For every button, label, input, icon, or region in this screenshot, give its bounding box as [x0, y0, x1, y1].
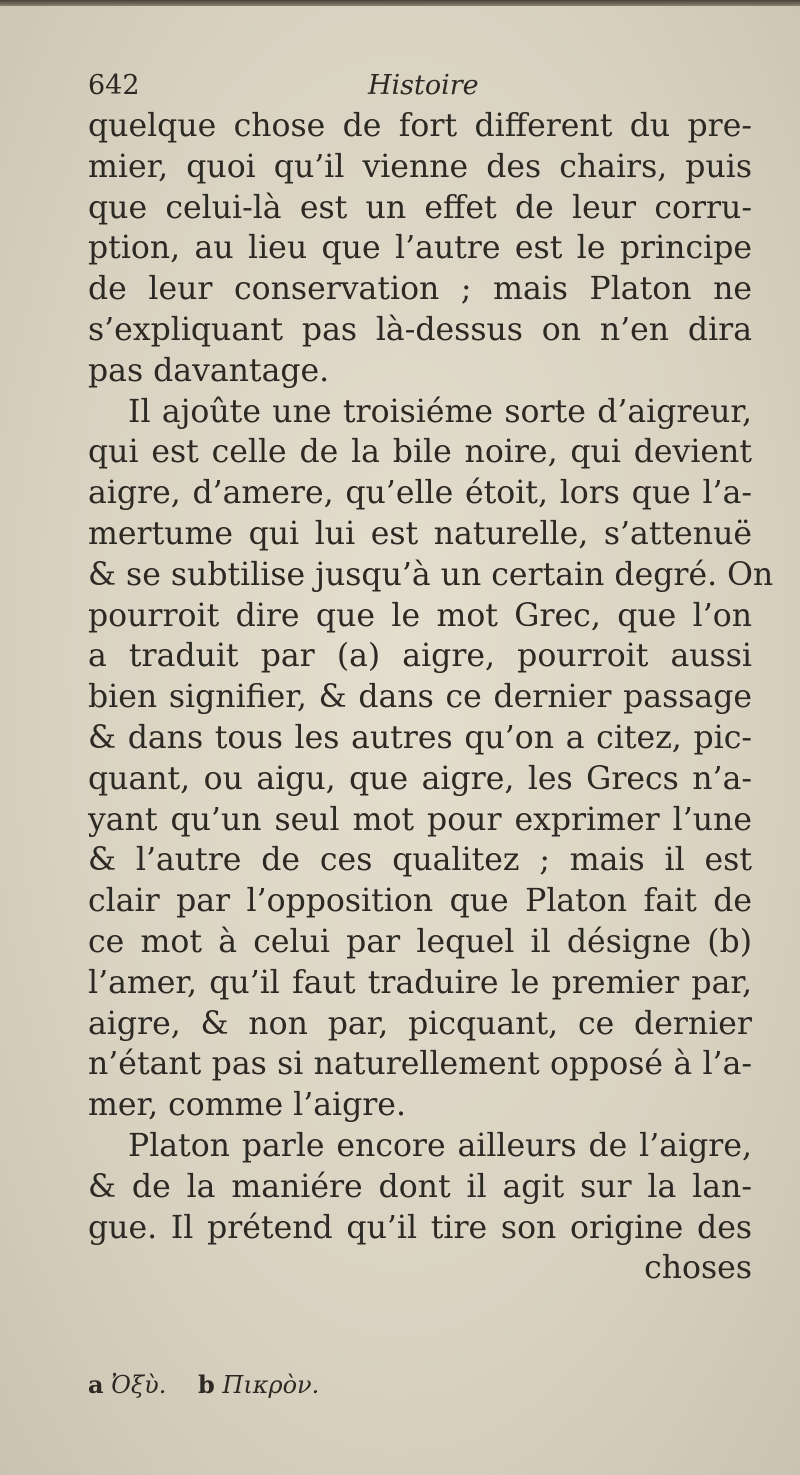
text-line: qui est celle de la bile noire, qui devient [88, 434, 752, 471]
text-line: l’amer, qu’il faut traduire le premier par, [88, 964, 752, 1001]
page-header [88, 70, 748, 110]
footnote-mark: a [88, 1370, 104, 1399]
running-head: Histoire [368, 70, 479, 101]
text-line: & de la maniére dont il agit sur la lan- [88, 1168, 752, 1205]
text-line: aigre, d’amere, qu’elle étoit, lors que l’a- [88, 475, 752, 512]
text-line: bien signifier, & dans ce dernier passage [88, 679, 752, 716]
text-line: yant qu’un seul mot pour exprimer l’une [88, 801, 752, 838]
footnote-text: Ὀξὺ. [111, 1371, 167, 1399]
footnote-a [88, 1371, 174, 1399]
text-line: & se subtilise jusqu’à un certain degré. On [88, 556, 774, 593]
text-line: a traduit par (a) aigre, pourroit aussi [88, 638, 752, 675]
text-line: pas davantage. [88, 352, 330, 389]
text-line: de leur conservation ; mais Platon ne [88, 271, 752, 308]
text-line: pourroit dire que le mot Grec, que l’on [88, 597, 752, 634]
text-line: & l’autre de ces qualitez ; mais il est [88, 842, 752, 879]
footnotes [88, 1370, 488, 1410]
footnote-mark: b [197, 1370, 215, 1399]
page-edge [0, 0, 800, 6]
catchword: choses [644, 1250, 752, 1287]
text-line: Il ajoûte une troisiéme sorte d’aigreur, [128, 393, 752, 430]
text-line: mertume qui lui est naturelle, s’attenuë [88, 515, 752, 552]
footnote-b [198, 1371, 319, 1399]
text-line: mer, comme l’aigre. [88, 1087, 406, 1124]
text-line: ce mot à celui par lequel il désigne (b) [88, 923, 752, 960]
text-line: gue. Il prétend qu’il tire son origine des [88, 1209, 752, 1246]
text-line: s’expliquant pas là-dessus on n’en dira [88, 311, 752, 348]
text-line: quelque chose de fort different du pre- [88, 108, 752, 144]
text-line: Platon parle encore ailleurs de l’aigre, [128, 1127, 752, 1164]
text-line: mier, quoi qu’il vienne des chairs, puis [88, 148, 752, 185]
text-line: n’étant pas si naturellement opposé à l’a- [88, 1046, 752, 1083]
body-text [88, 106, 774, 1289]
text-line: ption, au lieu que l’autre est le principe [88, 230, 752, 267]
text-line: que celui-là est un effet de leur corru- [88, 189, 752, 226]
text-line: & dans tous les autres qu’on a citez, pic- [88, 719, 752, 756]
footnote-text: Πικρὸν. [222, 1371, 320, 1399]
text-line: aigre, & non par, picquant, ce dernier [88, 1005, 752, 1042]
page-number: 642 [88, 70, 140, 101]
text-line: quant, ou aigu, que aigre, les Grecs n’a- [88, 760, 752, 797]
text-line: clair par l’opposition que Platon fait de [88, 883, 752, 920]
